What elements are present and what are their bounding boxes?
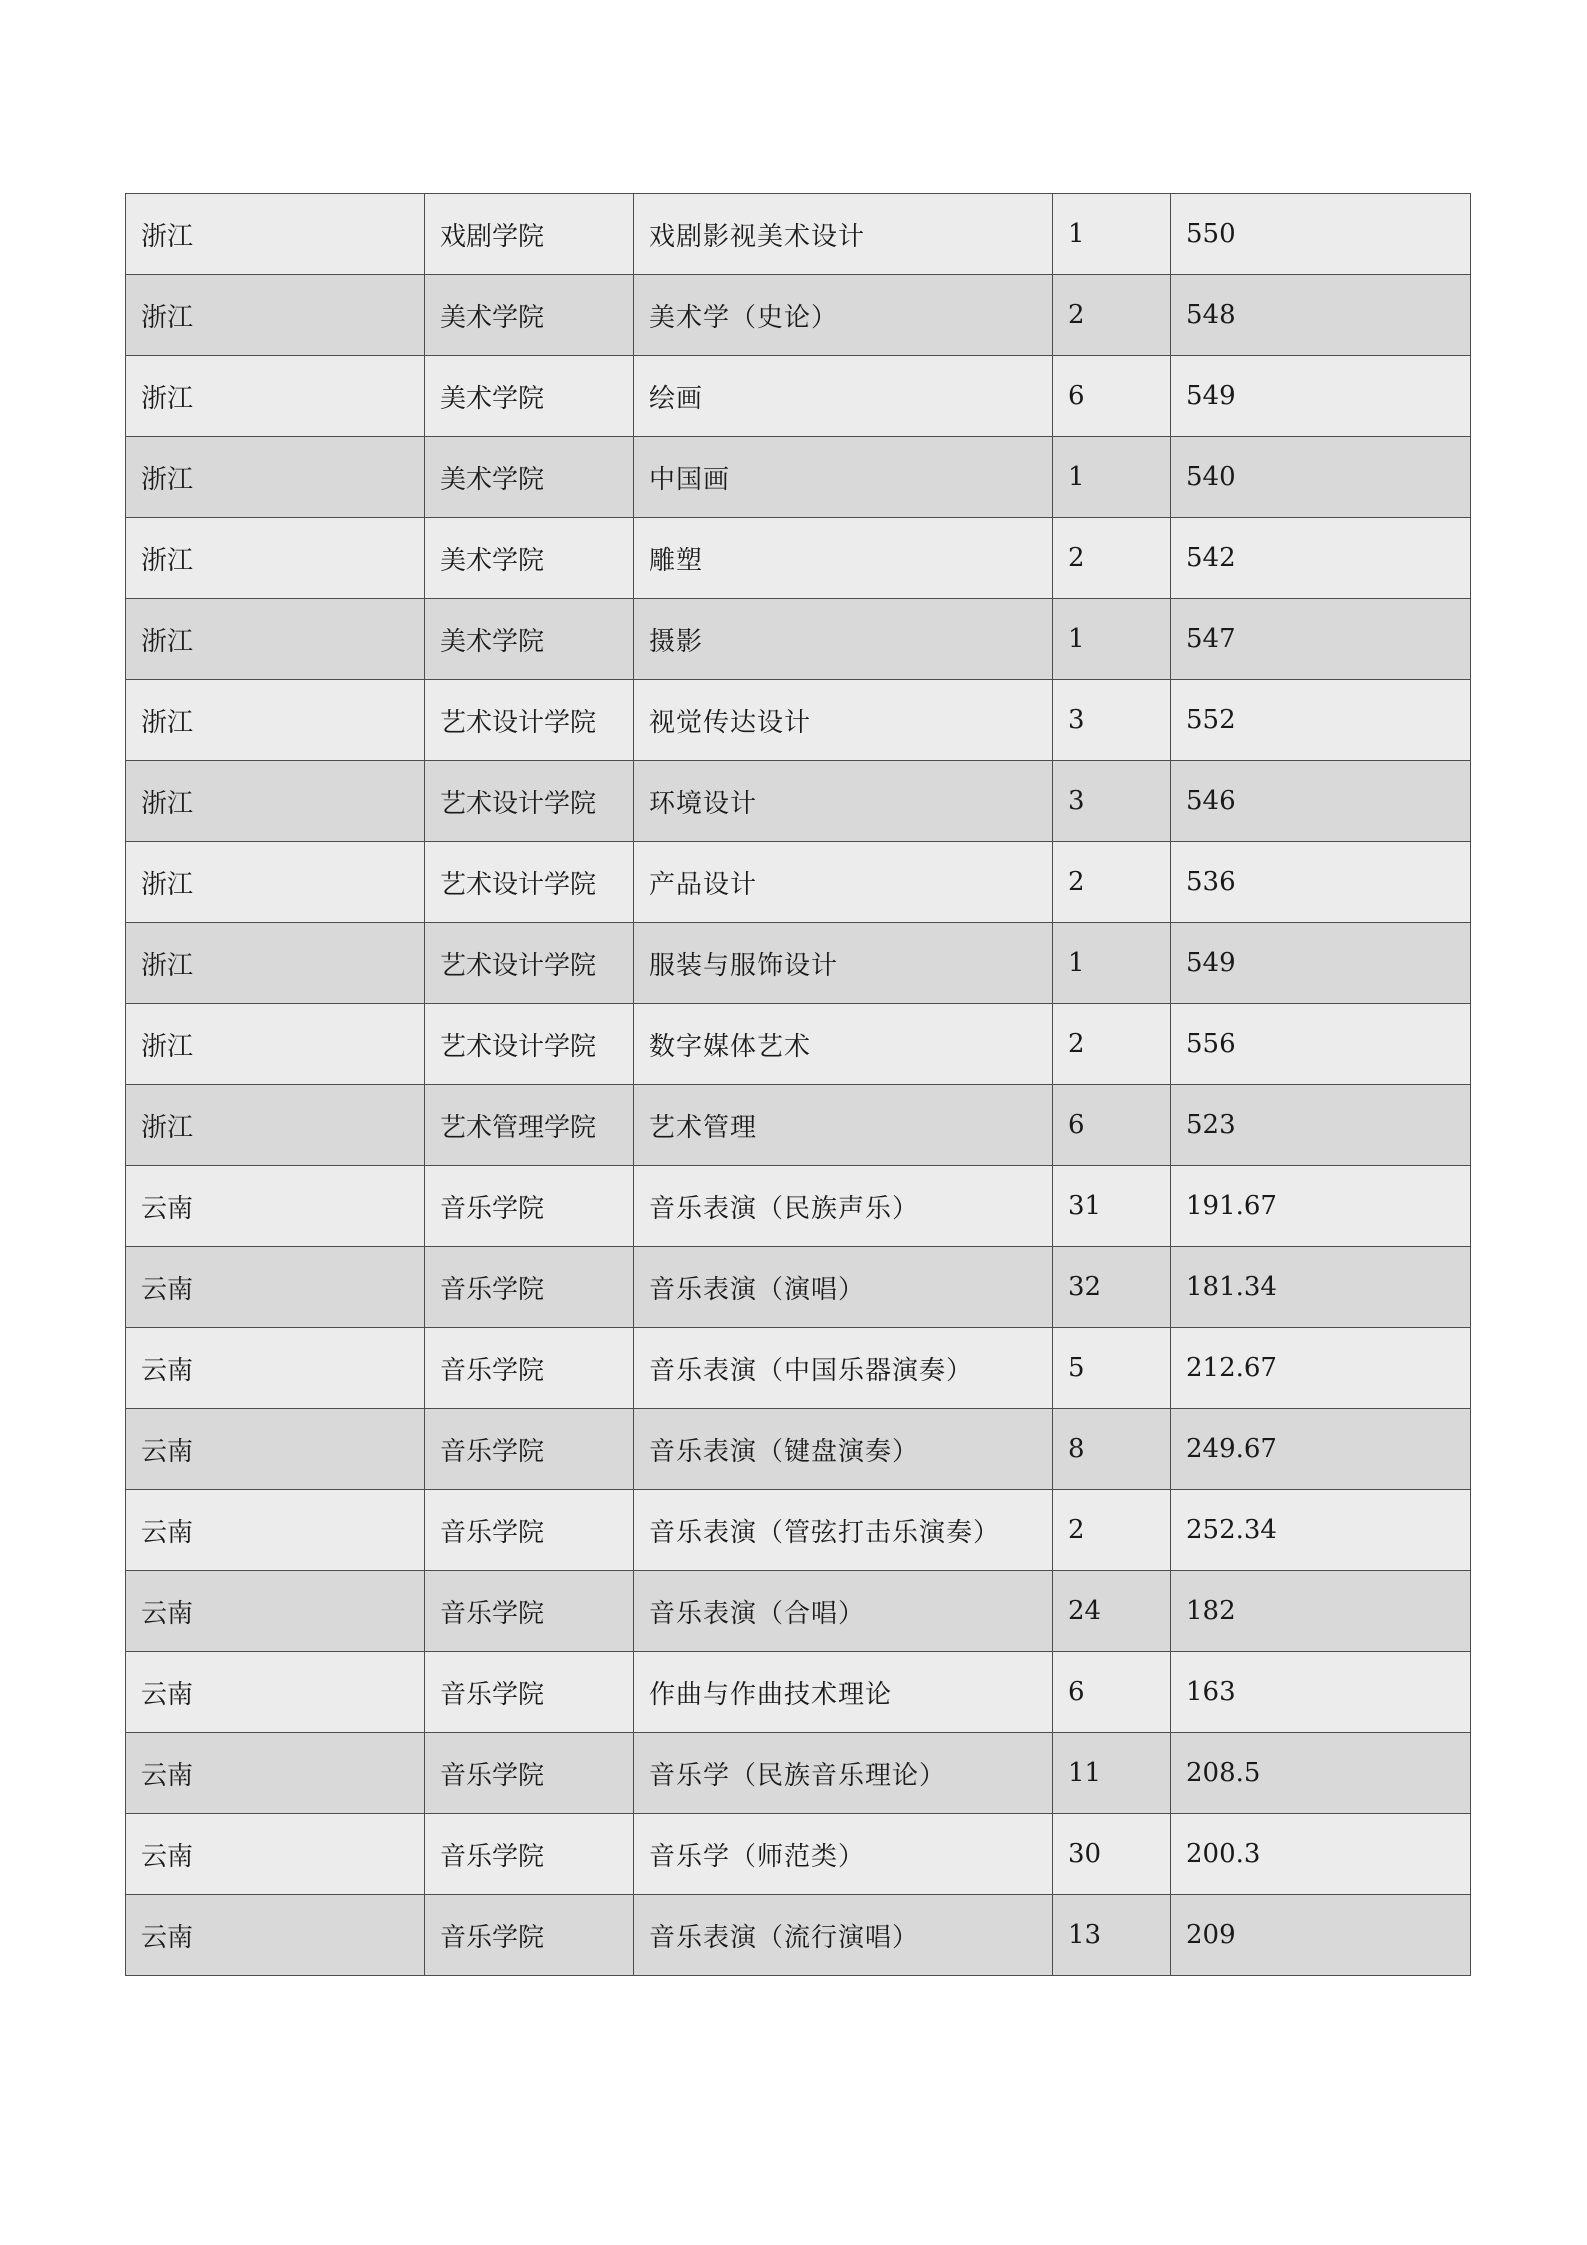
table-row: [126, 356, 1471, 437]
school-cell: 音乐学院: [425, 1328, 634, 1409]
count-cell: 2: [1053, 275, 1171, 356]
table-row: [126, 1328, 1471, 1409]
table-row: [126, 1085, 1471, 1166]
province-cell: 浙江: [126, 1004, 425, 1085]
province-cell: 云南: [126, 1733, 425, 1814]
table-row: [126, 1409, 1471, 1490]
school-cell: 艺术设计学院: [425, 680, 634, 761]
count-cell: 11: [1053, 1733, 1171, 1814]
major-cell: 戏剧影视美术设计: [634, 194, 1053, 275]
score-cell: 200.3: [1171, 1814, 1471, 1895]
school-cell: 音乐学院: [425, 1409, 634, 1490]
table-row: [126, 1733, 1471, 1814]
count-cell: 1: [1053, 437, 1171, 518]
score-cell: 208.5: [1171, 1733, 1471, 1814]
score-cell: 163: [1171, 1652, 1471, 1733]
province-cell: 浙江: [126, 761, 425, 842]
table-row: [126, 1814, 1471, 1895]
count-cell: 2: [1053, 1004, 1171, 1085]
school-cell: 音乐学院: [425, 1247, 634, 1328]
count-cell: 5: [1053, 1328, 1171, 1409]
province-cell: 浙江: [126, 518, 425, 599]
count-cell: 2: [1053, 842, 1171, 923]
score-cell: 550: [1171, 194, 1471, 275]
table-row: [126, 923, 1471, 1004]
province-cell: 云南: [126, 1166, 425, 1247]
school-cell: 音乐学院: [425, 1652, 634, 1733]
score-cell: 523: [1171, 1085, 1471, 1166]
table-row: [126, 1004, 1471, 1085]
province-cell: 浙江: [126, 1085, 425, 1166]
province-cell: 云南: [126, 1814, 425, 1895]
table-row: [126, 1490, 1471, 1571]
score-cell: 252.34: [1171, 1490, 1471, 1571]
count-cell: 1: [1053, 923, 1171, 1004]
count-cell: 1: [1053, 194, 1171, 275]
school-cell: 美术学院: [425, 599, 634, 680]
school-cell: 美术学院: [425, 518, 634, 599]
table-row: [126, 1166, 1471, 1247]
table-row: [126, 1895, 1471, 1976]
table-row: [126, 1652, 1471, 1733]
count-cell: 2: [1053, 518, 1171, 599]
major-cell: 音乐学（民族音乐理论）: [634, 1733, 1053, 1814]
major-cell: 音乐表演（演唱）: [634, 1247, 1053, 1328]
table-row: [126, 437, 1471, 518]
table-row: [126, 842, 1471, 923]
school-cell: 音乐学院: [425, 1490, 634, 1571]
count-cell: 3: [1053, 680, 1171, 761]
major-cell: 数字媒体艺术: [634, 1004, 1053, 1085]
count-cell: 2: [1053, 1490, 1171, 1571]
count-cell: 6: [1053, 356, 1171, 437]
count-cell: 8: [1053, 1409, 1171, 1490]
count-cell: 6: [1053, 1652, 1171, 1733]
score-cell: 549: [1171, 356, 1471, 437]
province-cell: 云南: [126, 1409, 425, 1490]
score-cell: 549: [1171, 923, 1471, 1004]
province-cell: 浙江: [126, 842, 425, 923]
score-cell: 552: [1171, 680, 1471, 761]
score-cell: 191.67: [1171, 1166, 1471, 1247]
major-cell: 环境设计: [634, 761, 1053, 842]
province-cell: 云南: [126, 1652, 425, 1733]
score-cell: 181.34: [1171, 1247, 1471, 1328]
score-cell: 540: [1171, 437, 1471, 518]
major-cell: 视觉传达设计: [634, 680, 1053, 761]
province-cell: 云南: [126, 1490, 425, 1571]
major-cell: 音乐表演（合唱）: [634, 1571, 1053, 1652]
school-cell: 美术学院: [425, 356, 634, 437]
school-cell: 艺术设计学院: [425, 1004, 634, 1085]
major-cell: 音乐学（师范类）: [634, 1814, 1053, 1895]
score-cell: 249.67: [1171, 1409, 1471, 1490]
major-cell: 音乐表演（流行演唱）: [634, 1895, 1053, 1976]
table-body: [126, 194, 1471, 1976]
major-cell: 音乐表演（民族声乐）: [634, 1166, 1053, 1247]
count-cell: 13: [1053, 1895, 1171, 1976]
score-cell: 182: [1171, 1571, 1471, 1652]
school-cell: 音乐学院: [425, 1733, 634, 1814]
major-cell: 艺术管理: [634, 1085, 1053, 1166]
table-row: [126, 518, 1471, 599]
table-row: [126, 680, 1471, 761]
count-cell: 1: [1053, 599, 1171, 680]
score-cell: 536: [1171, 842, 1471, 923]
province-cell: 浙江: [126, 599, 425, 680]
major-cell: 雕塑: [634, 518, 1053, 599]
admissions-table: [125, 193, 1471, 1976]
major-cell: 美术学（史论）: [634, 275, 1053, 356]
major-cell: 音乐表演（管弦打击乐演奏）: [634, 1490, 1053, 1571]
major-cell: 中国画: [634, 437, 1053, 518]
score-cell: 209: [1171, 1895, 1471, 1976]
school-cell: 音乐学院: [425, 1166, 634, 1247]
count-cell: 24: [1053, 1571, 1171, 1652]
major-cell: 音乐表演（键盘演奏）: [634, 1409, 1053, 1490]
table-row: [126, 1571, 1471, 1652]
count-cell: 32: [1053, 1247, 1171, 1328]
table-row: [126, 599, 1471, 680]
count-cell: 31: [1053, 1166, 1171, 1247]
count-cell: 3: [1053, 761, 1171, 842]
school-cell: 美术学院: [425, 275, 634, 356]
school-cell: 艺术设计学院: [425, 761, 634, 842]
score-cell: 212.67: [1171, 1328, 1471, 1409]
province-cell: 浙江: [126, 356, 425, 437]
table-row: [126, 275, 1471, 356]
score-cell: 546: [1171, 761, 1471, 842]
province-cell: 浙江: [126, 680, 425, 761]
school-cell: 戏剧学院: [425, 194, 634, 275]
count-cell: 30: [1053, 1814, 1171, 1895]
school-cell: 音乐学院: [425, 1814, 634, 1895]
table-row: [126, 761, 1471, 842]
province-cell: 云南: [126, 1328, 425, 1409]
school-cell: 艺术设计学院: [425, 842, 634, 923]
province-cell: 浙江: [126, 437, 425, 518]
major-cell: 服装与服饰设计: [634, 923, 1053, 1004]
count-cell: 6: [1053, 1085, 1171, 1166]
major-cell: 音乐表演（中国乐器演奏）: [634, 1328, 1053, 1409]
table-row: [126, 1247, 1471, 1328]
province-cell: 浙江: [126, 275, 425, 356]
school-cell: 音乐学院: [425, 1571, 634, 1652]
score-cell: 547: [1171, 599, 1471, 680]
score-cell: 548: [1171, 275, 1471, 356]
major-cell: 作曲与作曲技术理论: [634, 1652, 1053, 1733]
major-cell: 产品设计: [634, 842, 1053, 923]
province-cell: 浙江: [126, 194, 425, 275]
province-cell: 云南: [126, 1247, 425, 1328]
school-cell: 艺术设计学院: [425, 923, 634, 1004]
major-cell: 摄影: [634, 599, 1053, 680]
province-cell: 浙江: [126, 923, 425, 1004]
school-cell: 美术学院: [425, 437, 634, 518]
school-cell: 音乐学院: [425, 1895, 634, 1976]
score-cell: 542: [1171, 518, 1471, 599]
province-cell: 云南: [126, 1895, 425, 1976]
school-cell: 艺术管理学院: [425, 1085, 634, 1166]
province-cell: 云南: [126, 1571, 425, 1652]
major-cell: 绘画: [634, 356, 1053, 437]
table-row: [126, 194, 1471, 275]
score-cell: 556: [1171, 1004, 1471, 1085]
